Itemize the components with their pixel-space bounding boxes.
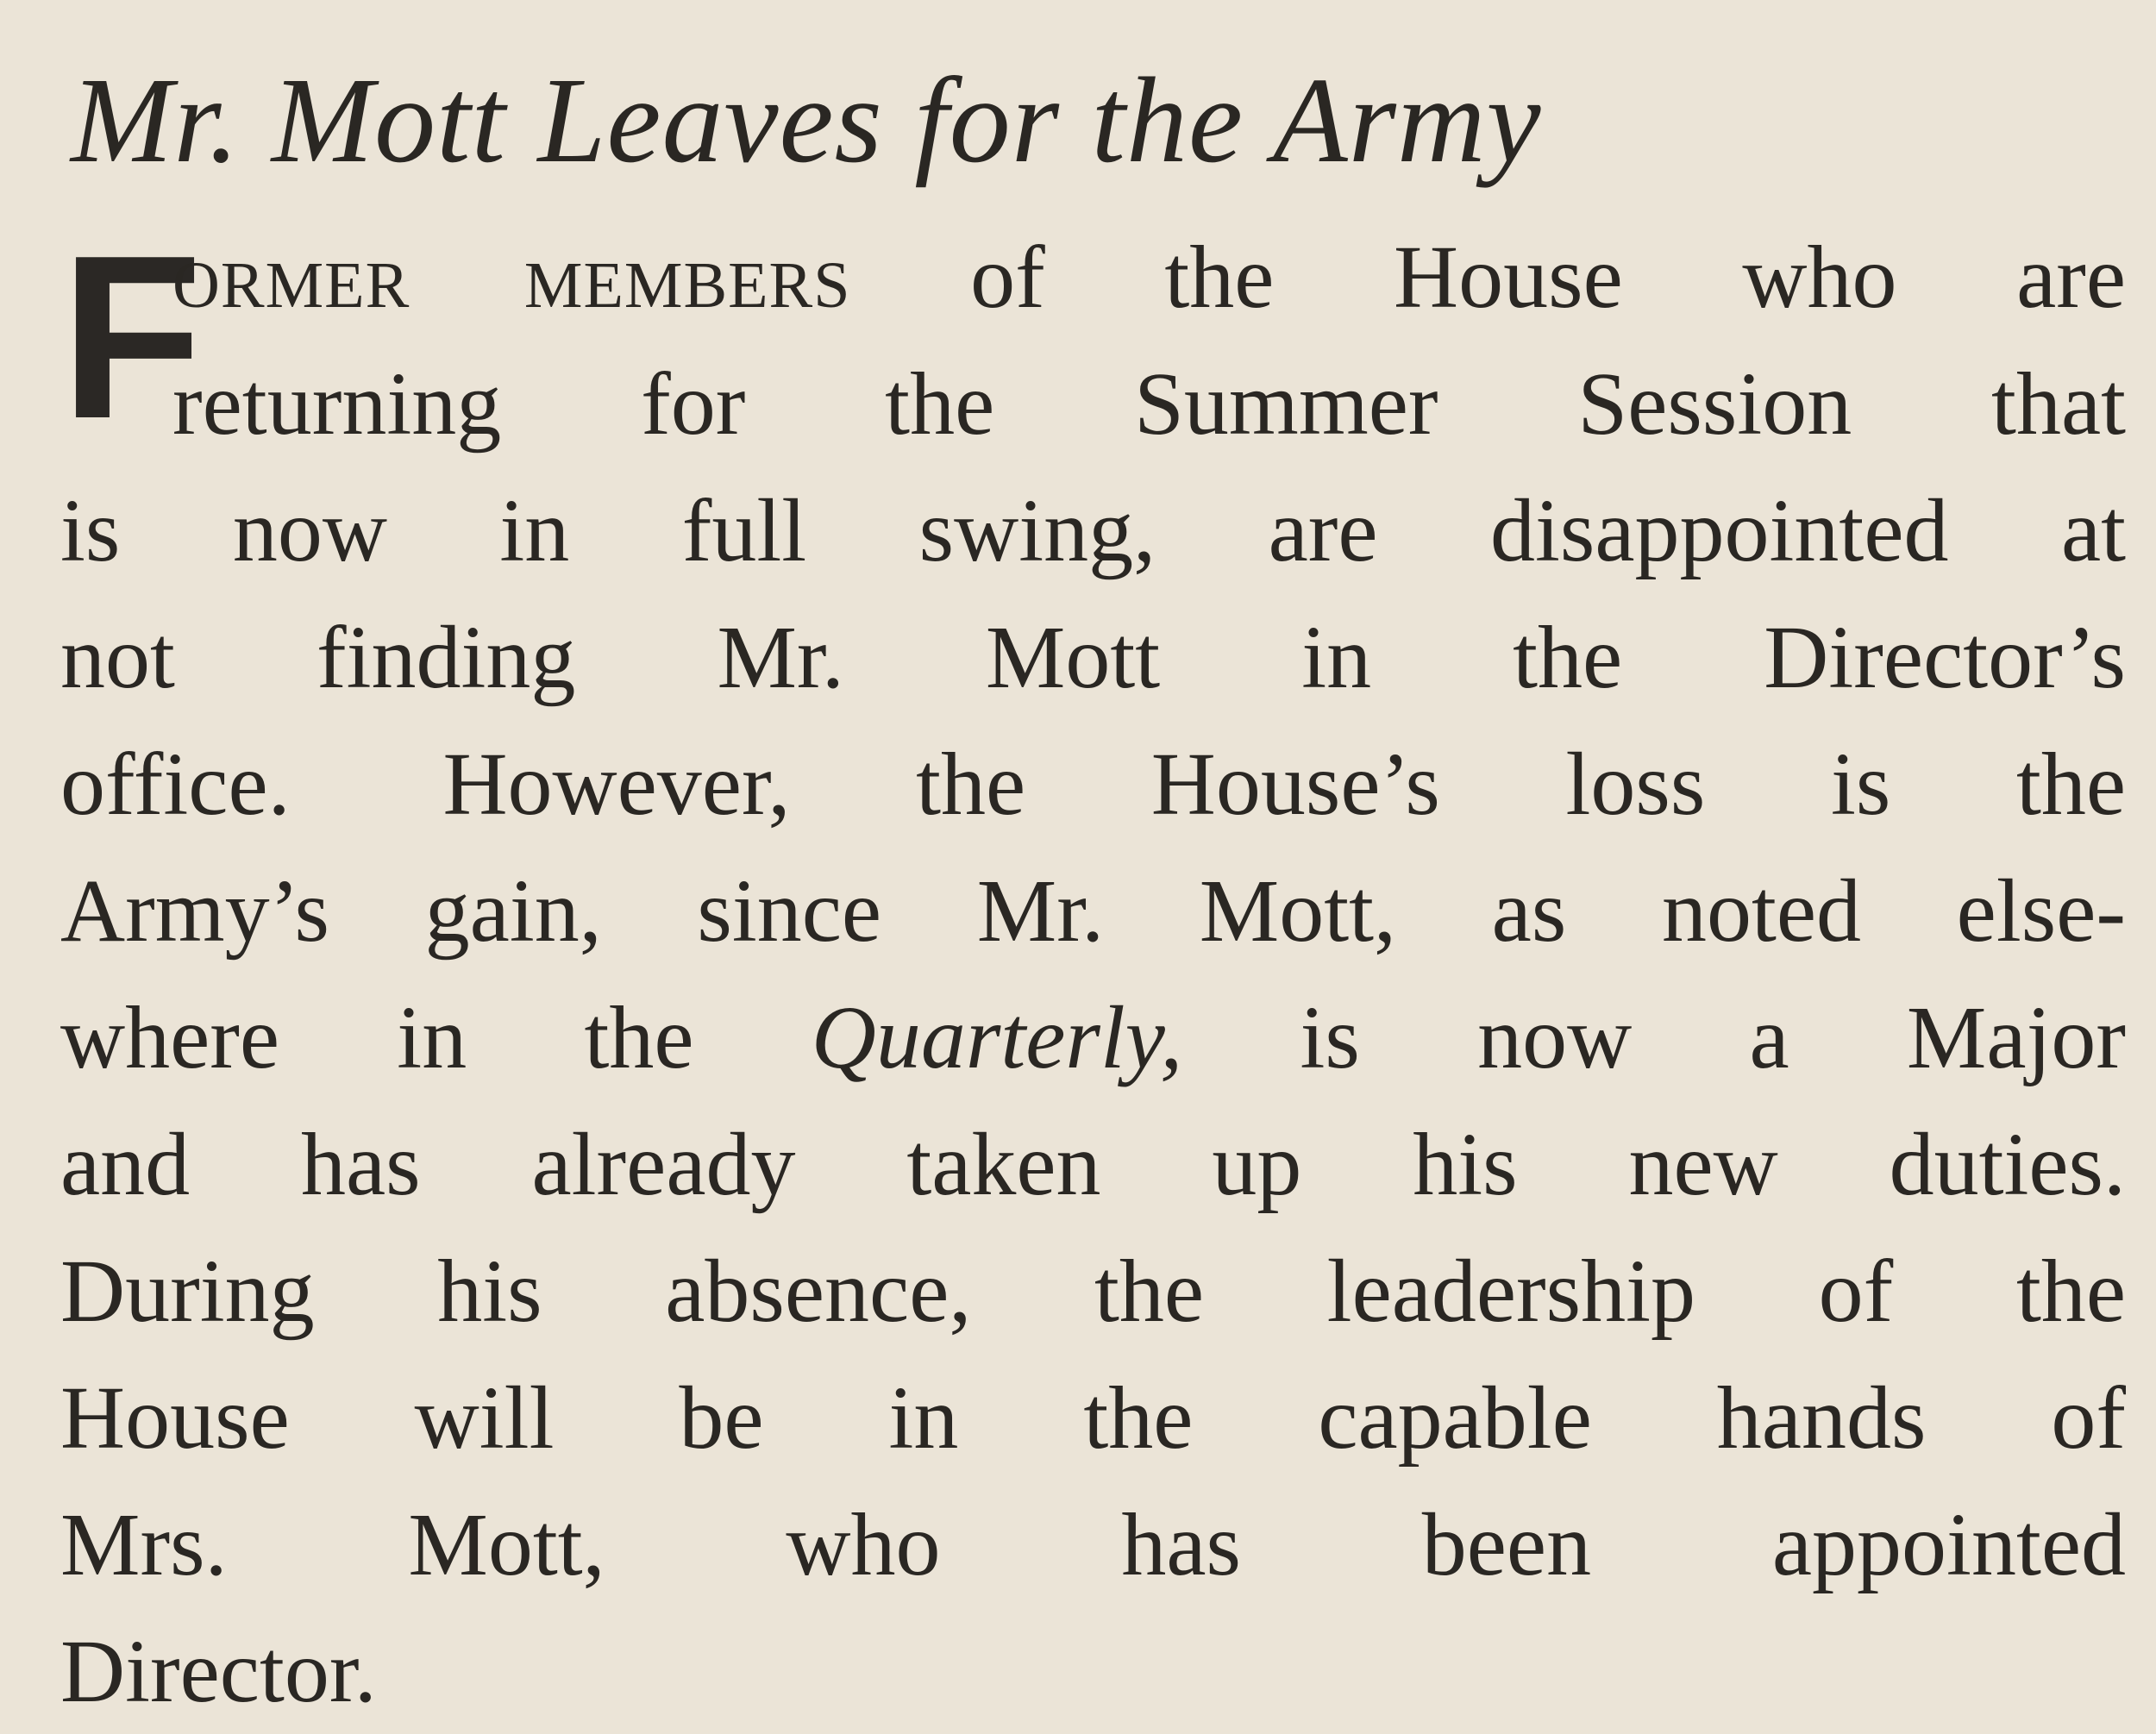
body-line-8: and has already taken up his new duties. (60, 1115, 2126, 1214)
lead-small-caps: ORMER MEMBERS (172, 249, 851, 322)
body-line-4: not finding Mr. Mott in the Director’s (60, 608, 2126, 707)
line-5-second-part: However, the House’s loss is the (442, 735, 2127, 834)
body-line-9: During his absence, the leadership of the (60, 1242, 2126, 1341)
body-line-2: returning for the Summer Session that (172, 354, 2126, 454)
body-line-12: Director. (60, 1622, 377, 1721)
line-5-first-part: office. (60, 735, 291, 834)
body-line-11: Mrs. Mott, who has been appointed (60, 1495, 2126, 1594)
body-line-3: is now in full swing, are disappointed at (60, 481, 2126, 580)
body-line-7 (60, 988, 2127, 1120)
line-7-first-part: where in the (60, 988, 694, 1087)
article-headline: Mr. Mott Leaves for the Army (71, 52, 1542, 188)
line-7-second-part: is now a Major (1300, 988, 2127, 1087)
body-line-1 (60, 228, 2127, 360)
article-body (60, 208, 2127, 1734)
quarterly-italic: Quarterly, (811, 988, 1183, 1087)
body-line-6: Army’s gain, since Mr. Mott, as noted else- (60, 861, 2126, 961)
drop-cap-letter: F (60, 208, 203, 467)
body-line-10: House will be in the capable hands of (60, 1368, 2126, 1468)
body-line-5 (60, 735, 2127, 867)
line-1-text: of the House who are (970, 228, 2127, 327)
